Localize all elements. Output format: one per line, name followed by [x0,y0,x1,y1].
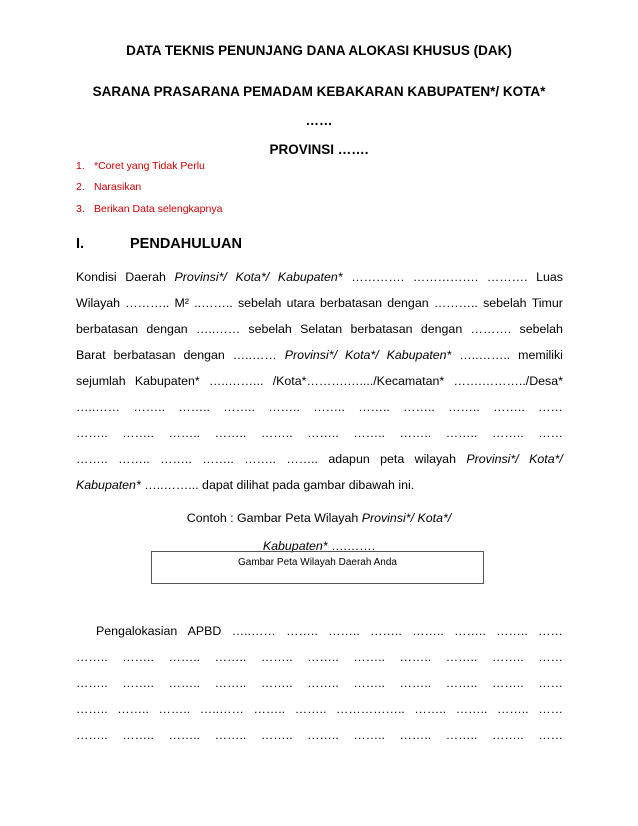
paragraph-word: …….. [353,426,385,440]
map-placeholder-box [151,551,484,584]
paragraph-word: …….. [244,452,276,466]
paragraph-line [76,446,563,472]
paragraph-pengalokasian-apbd [76,618,563,748]
paragraph-word: memiliki [518,348,563,362]
paragraph-word: …….. [328,624,360,638]
paragraph-line [76,264,563,290]
paragraph-word: …….. [294,702,327,716]
paragraph-line [76,420,563,446]
paragraph-word: …….. [286,624,318,638]
section-heading [76,236,242,252]
paragraph-word: sebelah [483,296,527,310]
paragraph-word: …….. [448,400,480,414]
paragraph-word: …….. [412,624,444,638]
paragraph-word: dengan [420,322,463,336]
paragraph-word: …….. [445,426,478,440]
paragraph-word: …….. [168,650,201,664]
paragraph-word: Provinsi*/ [466,452,519,466]
paragraph-word: …….. [399,728,432,742]
paragraph-word: berbatasan [76,322,139,336]
caption-italic: Provinsi*/ Kota*/ [361,511,452,525]
paragraph-word: …….. [414,702,447,716]
instruction-number: 2. [76,181,85,193]
paragraph-line [76,316,563,342]
paragraph-word: Barat [76,348,106,362]
paragraph-line [76,394,563,420]
paragraph-word: ……………. [412,270,479,284]
paragraph-word: sebelah [519,322,563,336]
paragraph-word: …….. [445,676,478,690]
paragraph-word: M² [174,296,189,310]
paragraph-word: Kabupaten* [386,348,452,362]
paragraph-word: Wilayah [76,296,121,310]
paragraph-word: …..…… [232,348,277,362]
paragraph-word: berbatasan [113,348,176,362]
instruction-item [76,203,222,215]
paragraph-word: …….. [353,728,385,742]
paragraph-word: sebelah [248,322,292,336]
paragraph-line [76,696,563,722]
paragraph-word: …….. [76,650,108,664]
paragraph-word: …… [538,426,563,440]
paragraph-word: …….. [76,426,108,440]
paragraph-line [76,342,563,368]
paragraph-word: …..…… [231,624,276,638]
paragraph-word: …….. [268,400,300,414]
paragraph-line [76,644,563,670]
paragraph-line [76,670,563,696]
paragraph-word: …… [538,676,563,690]
paragraph-word: ……….. [433,296,478,310]
caption-text: Contoh : Gambar Peta Wilayah [186,511,362,525]
paragraph-word: …….. [399,426,432,440]
paragraph-word: …….. [168,676,201,690]
paragraph-word: dengan [387,296,429,310]
paragraph-word: …….. [491,426,524,440]
paragraph-word: …..…….. [459,348,511,362]
paragraph-word: Provinsi*/ [284,348,338,362]
instruction-text: Narasikan [94,181,142,193]
paragraph-word: peta [380,452,405,466]
paragraph-word: …….. [353,650,385,664]
title-line-4: PROVINSI ……. [269,142,369,157]
paragraph-word: …….. [455,702,488,716]
paragraph-line [76,290,563,316]
paragraph-word: Kabupaten* [134,374,200,388]
paragraph-word: ……….. [125,296,170,310]
paragraph-word: /Kota*……….…..../Kecamatan* [272,374,445,388]
paragraph-word: …… [538,702,563,716]
paragraph-word: …….. [260,426,293,440]
paragraph-word: …….. [76,728,108,742]
paragraph-word: Kota*/ [235,270,270,284]
paragraph-word: …….. [260,650,293,664]
instruction-number: 1. [76,160,85,172]
paragraph-word: …….. [168,728,201,742]
section-title: PENDAHULUAN [130,236,242,252]
paragraph-word: …….. [223,400,255,414]
paragraph-word: Kota*/ [529,452,563,466]
paragraph-word: …….. [76,676,108,690]
paragraph-word: …….. [445,728,478,742]
paragraph-word: …….. [353,676,385,690]
paragraph-word: Luas [536,270,563,284]
paragraph-word: Provinsi*/ [174,270,227,284]
paragraph-word: …..…… [199,702,244,716]
instruction-item [76,181,141,193]
paragraph-word: adapun [328,452,370,466]
paragraph-word: …….. [307,676,339,690]
paragraph-word: …….. [253,702,286,716]
paragraph-word: …….. [491,728,524,742]
paragraph-word: …….. [399,676,432,690]
paragraph-word: …….. [214,650,247,664]
instruction-text: Berikan Data selengkapnya [94,203,223,215]
paragraph-word: …..…… [196,322,241,336]
paragraph-word: …….. [117,702,149,716]
paragraph-word: …….. [307,728,339,742]
paragraph-word: …….. [445,650,478,664]
paragraph-line [76,472,563,498]
paragraph-word: …… [538,650,563,664]
paragraph-word: …….. [168,426,201,440]
paragraph-line [76,618,563,644]
paragraph-word: …….. [214,728,247,742]
map-placeholder-label: Gambar Peta Wilayah Daerah Anda [238,557,397,568]
paragraph-word: Daerah [125,270,166,284]
paragraph-word: …….. [122,676,154,690]
paragraph-word: …….. [260,728,293,742]
paragraph-word: …….. [178,400,210,414]
paragraph-word: …….. [493,400,525,414]
paragraph-word: Kota*/ [344,348,379,362]
paragraph-word: …….. [454,624,486,638]
paragraph-word: utara [286,296,315,310]
paragraph-word: …….. [76,452,108,466]
italic-text: Kabupaten* [76,478,141,492]
paragraph-word: …….. [307,650,339,664]
paragraph-word: wilayah [414,452,456,466]
paragraph-word: Kondisi [76,270,117,284]
paragraph-word: …….. [358,400,390,414]
paragraph-word: …….………../Desa* [453,374,563,388]
paragraph-word: berbatasan [320,296,383,310]
paragraph-word: …… [538,400,563,414]
paragraph-word: APBD [187,624,222,638]
paragraph-word: Selatan [300,322,343,336]
paragraph-word: Kabupaten* [277,270,343,284]
paragraph-word: …….. [214,676,247,690]
paragraph-word: sebelah [237,296,282,310]
paragraph-word: …….. [496,624,528,638]
paragraph-word: …… [538,624,563,638]
paragraph-word: …….. [76,702,108,716]
paragraph-word: …………. [351,270,405,284]
paragraph-word: …….. [160,452,192,466]
title-line-3: …… [305,113,333,128]
title-line-1: DATA TEKNIS PENUNJANG DANA ALOKASI KHUSUS (DAK) [126,43,512,58]
paragraph-word: …….. [122,728,154,742]
paragraph-word: …….. [202,452,234,466]
paragraph-word: Pengalokasian [96,624,178,638]
instruction-text: *Coret yang Tidak Perlu [94,160,205,172]
paragraph-line [76,368,563,394]
paragraph-word: dengan [183,348,225,362]
instruction-number: 3. [76,203,85,215]
paragraph-word: ..…….. [194,296,233,310]
paragraph-word: …….. [260,676,293,690]
caption-italic: Kabupaten* [262,539,328,553]
figure-caption-line-1 [0,511,638,525]
paragraph-word: ………. [486,270,528,284]
paragraph-text: …..……... dapat dilihat pada gambar dibawah ini. [140,478,415,492]
paragraph-word: …….. [313,400,345,414]
paragraph-word: …….. [158,702,191,716]
paragraph-word: …….. [214,426,247,440]
paragraph-word: …….. [403,400,435,414]
paragraph-kondisi-daerah [76,264,563,498]
paragraph-word: …….. [491,676,524,690]
paragraph-word: …………….. [335,702,405,716]
instruction-item [76,160,205,172]
paragraph-word: …….. [307,426,339,440]
paragraph-word: …….. [399,650,432,664]
paragraph-word: …….. [286,452,318,466]
paragraph-line [76,722,563,748]
paragraph-word: …..……... [209,374,264,388]
paragraph-word: …….. [122,426,154,440]
paragraph-word: ………. [470,322,512,336]
section-number: I. [76,236,85,252]
paragraph-word: berbatasan [350,322,413,336]
title-line-2: SARANA PRASARANA PEMADAM KEBAKARAN KABUPATEN*/ KOTA* [92,84,546,99]
paragraph-word: sejumlah [76,374,126,388]
paragraph-word: …….. [496,702,529,716]
paragraph-word: Timur [531,296,563,310]
paragraph-word: …….. [118,452,150,466]
caption-text: ….……. [327,539,376,553]
paragraph-word: …….. [370,624,402,638]
paragraph-word: …….. [491,650,524,664]
paragraph-word: …….. [122,650,154,664]
paragraph-word: …….. [133,400,166,414]
paragraph-word: …..…… [76,400,121,414]
paragraph-word: …… [538,728,563,742]
paragraph-word: dengan [146,322,188,336]
